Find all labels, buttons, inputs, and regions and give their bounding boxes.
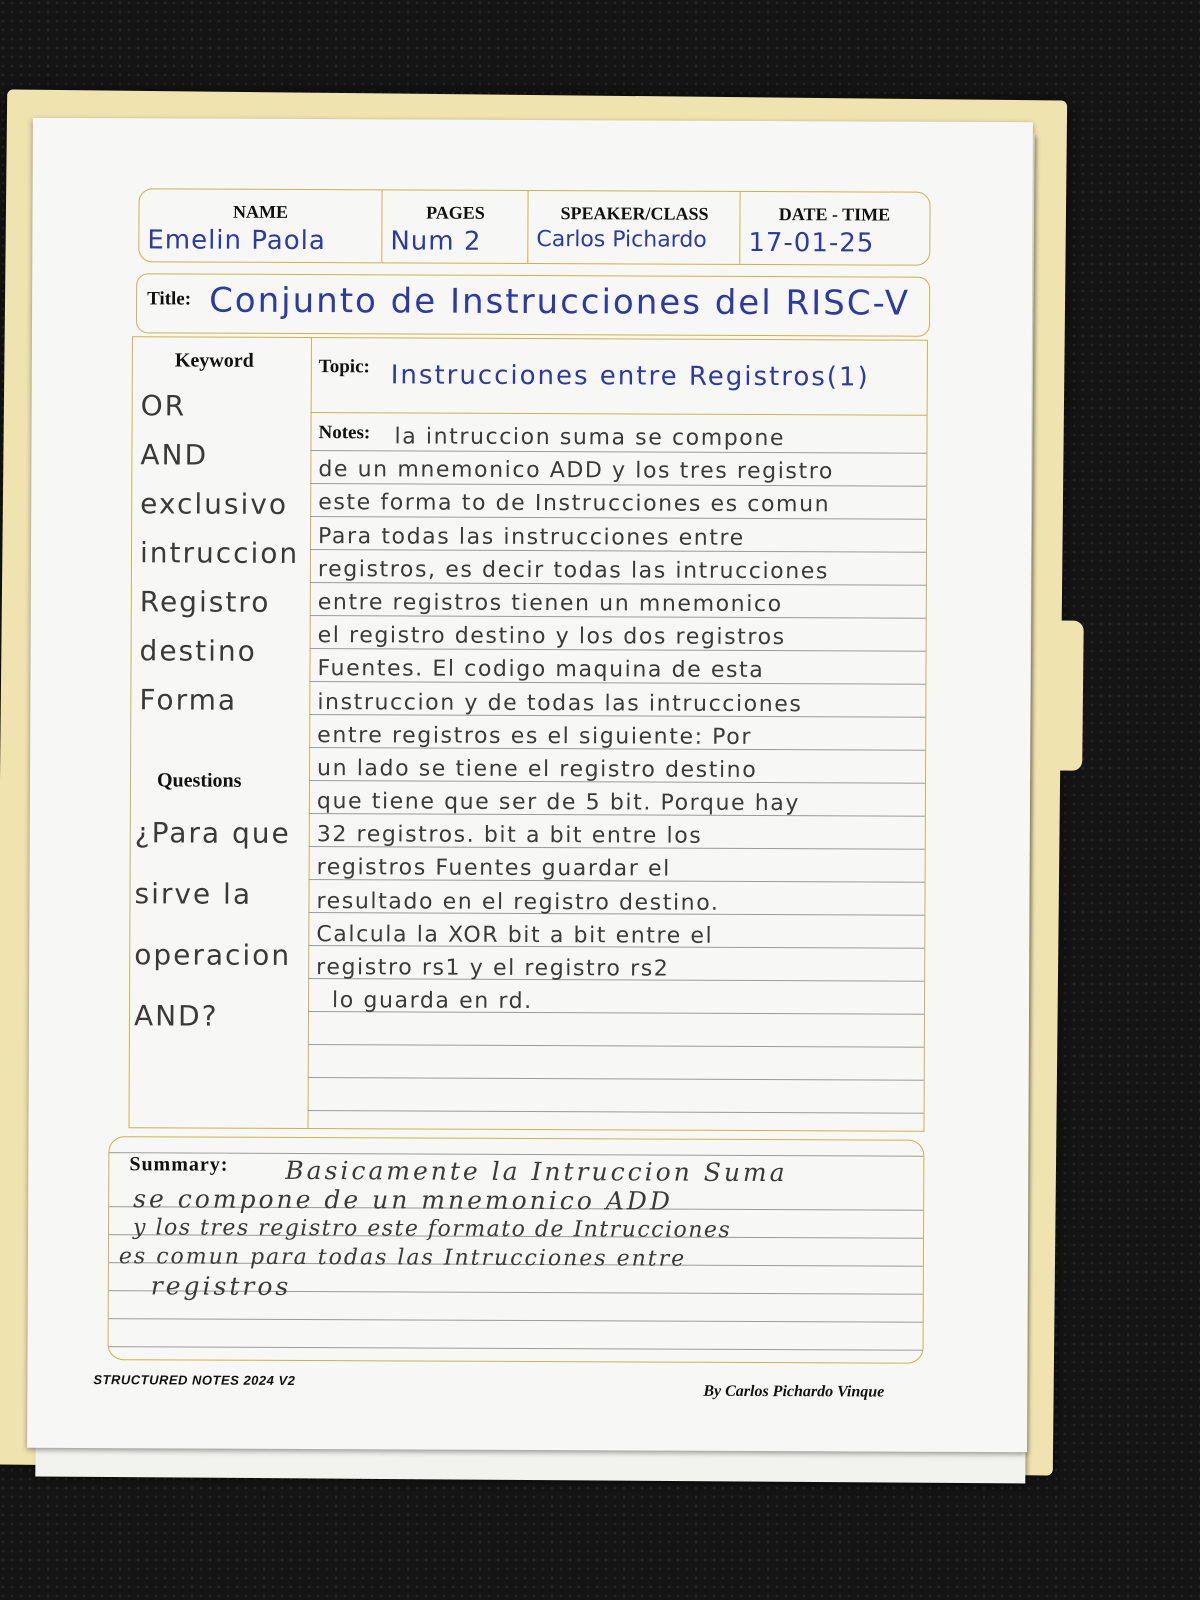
question-line: operacion [134, 938, 292, 972]
note-line: entre registros tienen un mnemonico [317, 590, 783, 618]
title-box [136, 273, 930, 336]
date-cell [739, 192, 928, 265]
title-label: Title: [147, 288, 192, 310]
keyword-item: intruccion [139, 536, 300, 570]
title-value: Conjunto de Instrucciones del RISC-V [209, 280, 911, 324]
speaker-label: SPEAKER/CLASS [560, 203, 709, 224]
pages-value: Num 2 [390, 226, 482, 257]
footer-brand: STRUCTURED NOTES 2024 V2 [93, 1372, 296, 1388]
question-line: AND? [133, 999, 219, 1033]
name-cell [139, 189, 381, 262]
note-line: registros, es decir todas las intrucciones [317, 556, 830, 585]
note-line: registros Fuentes guardar el [316, 855, 671, 883]
folder-tab [1042, 620, 1084, 770]
notes-lines [308, 420, 931, 1020]
question-line: sirve la [134, 877, 253, 911]
notes-page [27, 118, 1033, 1452]
name-value: Emelin Paola [147, 225, 326, 257]
summary-line: se compone de un mnemonico ADD [133, 1184, 673, 1216]
keyword-item: destino [139, 634, 257, 668]
questions-heading: Questions [156, 769, 242, 792]
topic-label: Topic: [318, 356, 370, 378]
note-line: la intruccion suma se compone [394, 424, 786, 452]
notes-area [308, 412, 927, 1131]
summary-lines [115, 1147, 956, 1304]
question-line: ¿Para que [134, 816, 291, 850]
note-line: instruccion y de todas las intrucciones [317, 689, 803, 717]
topic-row [311, 338, 927, 416]
speaker-value: Carlos Pichardo [536, 227, 707, 253]
note-line: el registro destino y los dos registros [317, 623, 786, 651]
cornell-notes-grid [128, 336, 927, 1131]
note-line: registro rs1 y el registro rs2 [316, 955, 670, 982]
keyword-list [139, 381, 300, 725]
summary-line: Basicamente la Intruccion Suma [285, 1155, 788, 1188]
date-label: DATE - TIME [778, 204, 891, 225]
note-line: que tiene que ser de 5 bit. Porque hay [316, 789, 801, 817]
summary-line: y los tres registro este formato de Intrucciones [133, 1215, 732, 1243]
keyword-column [130, 337, 312, 1128]
keyword-item: AND [140, 438, 209, 472]
summary-line: es comun para todas las Intrucciones entre [118, 1244, 687, 1272]
note-line: resultado en el registro destino. [316, 888, 720, 916]
note-line: entre registros es el siguiente: Por [317, 722, 753, 750]
pages-label: PAGES [426, 202, 485, 223]
footer-author: By Carlos Pichardo Vinque [703, 1382, 885, 1401]
speaker-cell [527, 191, 740, 264]
keyword-item: exclusivo [140, 487, 289, 521]
note-line: Para todas las instrucciones entre [318, 523, 745, 551]
summary-label: Summary: [129, 1153, 229, 1176]
pages-cell [381, 190, 528, 263]
note-line: este forma to de Instrucciones es comun [318, 490, 831, 518]
note-line: 32 registros. bit a bit entre los [316, 822, 703, 850]
name-label: NAME [232, 201, 289, 222]
keyword-item: Registro [139, 585, 271, 619]
note-line: de un mnemonico ADD y los tres registro [318, 457, 835, 485]
topic-value: Instrucciones entre Registros(1) [390, 360, 870, 393]
note-line: Fuentes. El codigo maquina de esta [317, 656, 765, 684]
keyword-heading: Keyword [174, 349, 254, 372]
summary-box [107, 1136, 924, 1364]
summary-line: registros [150, 1271, 292, 1301]
questions-list [134, 802, 292, 1047]
keyword-item: Forma [139, 683, 238, 717]
note-line: un lado se tiene el registro destino [317, 755, 758, 783]
header-box [138, 188, 930, 265]
notes-label: Notes: [318, 422, 374, 444]
note-line: lo guarda en rd. [332, 988, 533, 1015]
keyword-item: OR [140, 389, 187, 423]
note-line: Calcula la XOR bit a bit entre el [316, 921, 714, 949]
date-value: 17-01-25 [748, 227, 875, 259]
